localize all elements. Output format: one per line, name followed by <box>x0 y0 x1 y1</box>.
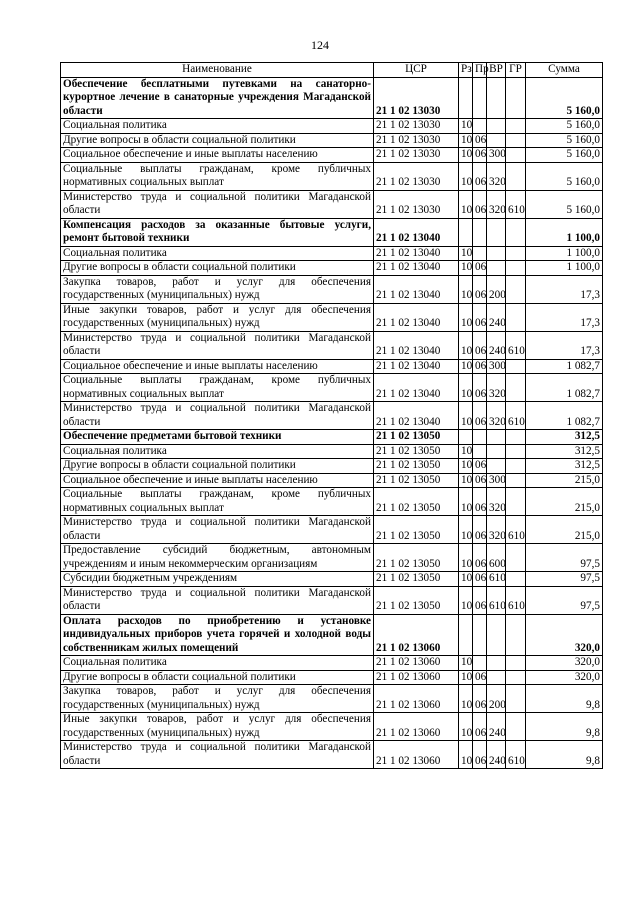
cell-vr <box>487 246 506 261</box>
table-row <box>61 516 603 544</box>
cell-gr <box>506 218 526 246</box>
header-name: Наименование <box>61 63 374 78</box>
header-csr: ЦСР <box>374 63 459 78</box>
cell-gr <box>506 133 526 148</box>
cell-pr: 06 <box>473 374 487 402</box>
cell-name: Министерство труда и социальной политики Магаданской области <box>61 741 374 769</box>
cell-sum: 320,0 <box>526 656 603 671</box>
cell-sum: 97,5 <box>526 572 603 587</box>
cell-vr: 300 <box>487 473 506 488</box>
cell-csr: 21 1 02 13040 <box>374 261 459 276</box>
cell-name: Социальные выплаты гражданам, кроме публичных нормативных социальных выплат <box>61 488 374 516</box>
cell-gr <box>506 459 526 474</box>
cell-rz: 10 <box>459 473 473 488</box>
cell-name: Социальное обеспечение и иные выплаты населению <box>61 148 374 163</box>
cell-name: Компенсация расходов за оказанные бытовые услуги, ремонт бытовой техники <box>61 218 374 246</box>
cell-pr: 06 <box>473 303 487 331</box>
cell-sum: 5 160,0 <box>526 77 603 119</box>
cell-csr: 21 1 02 13040 <box>374 303 459 331</box>
cell-pr: 06 <box>473 275 487 303</box>
cell-sum: 312,5 <box>526 430 603 445</box>
cell-vr <box>487 119 506 134</box>
cell-name: Закупка товаров, работ и услуг для обеспечения государственных (муниципальных) нужд <box>61 685 374 713</box>
cell-vr: 320 <box>487 190 506 218</box>
cell-gr: 610 <box>506 402 526 430</box>
table-row <box>61 275 603 303</box>
cell-sum: 17,3 <box>526 303 603 331</box>
cell-rz: 10 <box>459 162 473 190</box>
header-gr: ГР <box>506 63 526 78</box>
cell-rz: 10 <box>459 190 473 218</box>
cell-csr: 21 1 02 13040 <box>374 359 459 374</box>
cell-csr: 21 1 02 13030 <box>374 162 459 190</box>
cell-sum: 5 160,0 <box>526 162 603 190</box>
cell-vr <box>487 614 506 656</box>
cell-csr: 21 1 02 13040 <box>374 402 459 430</box>
cell-vr: 240 <box>487 713 506 741</box>
cell-sum: 1 100,0 <box>526 246 603 261</box>
cell-name: Иные закупки товаров, работ и услуг для обеспечения государственных (муниципальных) нужд <box>61 303 374 331</box>
cell-csr: 21 1 02 13030 <box>374 148 459 163</box>
cell-gr <box>506 614 526 656</box>
cell-gr: 610 <box>506 331 526 359</box>
cell-rz: 10 <box>459 303 473 331</box>
cell-sum: 320,0 <box>526 670 603 685</box>
cell-sum: 215,0 <box>526 473 603 488</box>
cell-sum: 5 160,0 <box>526 190 603 218</box>
cell-vr <box>487 133 506 148</box>
cell-vr: 600 <box>487 544 506 572</box>
cell-gr <box>506 444 526 459</box>
cell-sum: 215,0 <box>526 516 603 544</box>
cell-pr: 06 <box>473 713 487 741</box>
cell-rz: 10 <box>459 246 473 261</box>
cell-rz: 10 <box>459 741 473 769</box>
cell-sum: 9,8 <box>526 741 603 769</box>
cell-rz: 10 <box>459 670 473 685</box>
page-number: 124 <box>311 38 329 52</box>
cell-name: Иные закупки товаров, работ и услуг для обеспечения государственных (муниципальных) нужд <box>61 713 374 741</box>
cell-gr <box>506 303 526 331</box>
cell-rz: 10 <box>459 119 473 134</box>
cell-vr <box>487 430 506 445</box>
cell-name: Социальное обеспечение и иные выплаты населению <box>61 473 374 488</box>
table-row <box>61 218 603 246</box>
cell-csr: 21 1 02 13040 <box>374 246 459 261</box>
cell-csr: 21 1 02 13050 <box>374 444 459 459</box>
table-row <box>61 444 603 459</box>
cell-vr: 200 <box>487 685 506 713</box>
cell-rz: 10 <box>459 459 473 474</box>
cell-sum: 17,3 <box>526 275 603 303</box>
cell-rz: 10 <box>459 331 473 359</box>
cell-gr <box>506 261 526 276</box>
cell-rz: 10 <box>459 544 473 572</box>
cell-vr: 240 <box>487 741 506 769</box>
cell-name: Предоставление субсидий бюджетным, автономным учреждениям и иным некоммерческим организациям <box>61 544 374 572</box>
cell-csr: 21 1 02 13060 <box>374 614 459 656</box>
cell-pr: 06 <box>473 544 487 572</box>
cell-csr: 21 1 02 13060 <box>374 741 459 769</box>
cell-vr: 320 <box>487 374 506 402</box>
cell-csr: 21 1 02 13050 <box>374 488 459 516</box>
cell-sum: 5 160,0 <box>526 119 603 134</box>
cell-vr <box>487 444 506 459</box>
cell-pr: 06 <box>473 586 487 614</box>
table-row <box>61 586 603 614</box>
cell-csr: 21 1 02 13060 <box>374 685 459 713</box>
cell-csr: 21 1 02 13040 <box>374 374 459 402</box>
cell-vr: 300 <box>487 148 506 163</box>
cell-vr: 300 <box>487 359 506 374</box>
cell-rz: 10 <box>459 374 473 402</box>
cell-rz: 10 <box>459 148 473 163</box>
table-row <box>61 488 603 516</box>
cell-gr <box>506 359 526 374</box>
cell-vr: 240 <box>487 331 506 359</box>
table-body <box>61 77 603 769</box>
cell-rz <box>459 218 473 246</box>
cell-name: Другие вопросы в области социальной политики <box>61 133 374 148</box>
table-row <box>61 713 603 741</box>
cell-pr <box>473 77 487 119</box>
cell-name: Другие вопросы в области социальной политики <box>61 670 374 685</box>
cell-gr <box>506 162 526 190</box>
table-row <box>61 261 603 276</box>
cell-name: Оплата расходов по приобретению и установке индивидуальных приборов учета горячей и холодной воды собственникам жилых помещений <box>61 614 374 656</box>
cell-vr: 610 <box>487 572 506 587</box>
header-vr: ВР <box>487 63 506 78</box>
cell-name: Социальные выплаты гражданам, кроме публичных нормативных социальных выплат <box>61 162 374 190</box>
budget-table <box>60 62 603 769</box>
cell-rz: 10 <box>459 713 473 741</box>
cell-sum: 97,5 <box>526 586 603 614</box>
cell-sum: 1 082,7 <box>526 359 603 374</box>
cell-pr <box>473 614 487 656</box>
cell-gr: 610 <box>506 190 526 218</box>
cell-pr: 06 <box>473 261 487 276</box>
cell-gr <box>506 77 526 119</box>
cell-gr: 610 <box>506 516 526 544</box>
cell-vr <box>487 670 506 685</box>
cell-pr <box>473 444 487 459</box>
cell-sum: 215,0 <box>526 488 603 516</box>
cell-vr <box>487 218 506 246</box>
cell-sum: 9,8 <box>526 685 603 713</box>
cell-rz <box>459 614 473 656</box>
cell-sum: 320,0 <box>526 614 603 656</box>
cell-name: Обеспечение предметами бытовой техники <box>61 430 374 445</box>
cell-csr: 21 1 02 13050 <box>374 544 459 572</box>
cell-pr <box>473 119 487 134</box>
cell-pr: 06 <box>473 685 487 713</box>
cell-sum: 312,5 <box>526 459 603 474</box>
cell-pr: 06 <box>473 190 487 218</box>
cell-rz: 10 <box>459 488 473 516</box>
cell-sum: 312,5 <box>526 444 603 459</box>
table-row <box>61 119 603 134</box>
cell-csr: 21 1 02 13040 <box>374 218 459 246</box>
table-row <box>61 246 603 261</box>
cell-name: Министерство труда и социальной политики Магаданской области <box>61 331 374 359</box>
cell-gr <box>506 246 526 261</box>
cell-csr: 21 1 02 13030 <box>374 77 459 119</box>
cell-pr <box>473 246 487 261</box>
table-row <box>61 77 603 119</box>
cell-name: Министерство труда и социальной политики Магаданской области <box>61 516 374 544</box>
cell-rz: 10 <box>459 402 473 430</box>
cell-csr: 21 1 02 13050 <box>374 516 459 544</box>
cell-pr: 06 <box>473 148 487 163</box>
cell-name: Другие вопросы в области социальной политики <box>61 459 374 474</box>
cell-name: Обеспечение бесплатными путевками на санаторно-курортное лечение в санаторные учреждения Магаданской области <box>61 77 374 119</box>
table-row <box>61 572 603 587</box>
cell-vr: 610 <box>487 586 506 614</box>
cell-sum: 5 160,0 <box>526 148 603 163</box>
cell-gr <box>506 685 526 713</box>
cell-vr <box>487 656 506 671</box>
header-pr: Пр <box>473 63 487 78</box>
cell-gr <box>506 148 526 163</box>
cell-pr: 06 <box>473 162 487 190</box>
cell-vr <box>487 459 506 474</box>
table-row <box>61 459 603 474</box>
table-row <box>61 374 603 402</box>
cell-gr: 610 <box>506 586 526 614</box>
cell-rz: 10 <box>459 133 473 148</box>
cell-sum: 9,8 <box>526 713 603 741</box>
cell-csr: 21 1 02 13030 <box>374 133 459 148</box>
table-row <box>61 402 603 430</box>
cell-rz <box>459 77 473 119</box>
table-row <box>61 544 603 572</box>
table-row <box>61 430 603 445</box>
cell-gr <box>506 119 526 134</box>
cell-pr: 06 <box>473 331 487 359</box>
cell-gr <box>506 473 526 488</box>
table-row <box>61 741 603 769</box>
table-row <box>61 670 603 685</box>
cell-csr: 21 1 02 13050 <box>374 586 459 614</box>
cell-name: Социальная политика <box>61 656 374 671</box>
cell-name: Социальная политика <box>61 246 374 261</box>
cell-csr: 21 1 02 13030 <box>374 119 459 134</box>
cell-sum: 1 100,0 <box>526 261 603 276</box>
cell-name: Закупка товаров, работ и услуг для обеспечения государственных (муниципальных) нужд <box>61 275 374 303</box>
cell-csr: 21 1 02 13050 <box>374 473 459 488</box>
cell-sum: 5 160,0 <box>526 133 603 148</box>
cell-pr: 06 <box>473 516 487 544</box>
cell-gr: 610 <box>506 741 526 769</box>
cell-rz: 10 <box>459 656 473 671</box>
cell-rz: 10 <box>459 261 473 276</box>
cell-name: Министерство труда и социальной политики Магаданской области <box>61 586 374 614</box>
cell-vr <box>487 77 506 119</box>
cell-sum: 1 082,7 <box>526 402 603 430</box>
cell-pr <box>473 430 487 445</box>
cell-pr: 06 <box>473 402 487 430</box>
cell-rz: 10 <box>459 685 473 713</box>
table-row <box>61 614 603 656</box>
cell-csr: 21 1 02 13060 <box>374 656 459 671</box>
table-row <box>61 162 603 190</box>
cell-csr: 21 1 02 13040 <box>374 331 459 359</box>
cell-vr: 240 <box>487 303 506 331</box>
cell-sum: 17,3 <box>526 331 603 359</box>
cell-name: Субсидии бюджетным учреждениям <box>61 572 374 587</box>
cell-name: Социальная политика <box>61 444 374 459</box>
cell-csr: 21 1 02 13030 <box>374 190 459 218</box>
cell-csr: 21 1 02 13050 <box>374 572 459 587</box>
cell-csr: 21 1 02 13060 <box>374 670 459 685</box>
cell-pr: 06 <box>473 459 487 474</box>
cell-pr: 06 <box>473 670 487 685</box>
table-row <box>61 148 603 163</box>
cell-rz: 10 <box>459 586 473 614</box>
cell-name: Министерство труда и социальной политики Магаданской области <box>61 190 374 218</box>
cell-vr: 320 <box>487 516 506 544</box>
cell-gr <box>506 670 526 685</box>
cell-name: Социальная политика <box>61 119 374 134</box>
cell-gr <box>506 275 526 303</box>
cell-gr <box>506 572 526 587</box>
cell-csr: 21 1 02 13050 <box>374 430 459 445</box>
cell-rz: 10 <box>459 359 473 374</box>
cell-gr <box>506 656 526 671</box>
cell-pr: 06 <box>473 133 487 148</box>
cell-rz <box>459 430 473 445</box>
table-row <box>61 133 603 148</box>
cell-vr: 320 <box>487 488 506 516</box>
cell-rz: 10 <box>459 516 473 544</box>
table-row <box>61 331 603 359</box>
cell-pr: 06 <box>473 572 487 587</box>
cell-csr: 21 1 02 13060 <box>374 713 459 741</box>
cell-sum: 1 082,7 <box>526 374 603 402</box>
table-row <box>61 473 603 488</box>
table-row <box>61 656 603 671</box>
cell-pr <box>473 218 487 246</box>
cell-gr <box>506 430 526 445</box>
cell-pr <box>473 656 487 671</box>
cell-gr <box>506 374 526 402</box>
cell-pr: 06 <box>473 488 487 516</box>
cell-vr: 320 <box>487 162 506 190</box>
cell-sum: 1 100,0 <box>526 218 603 246</box>
table-row <box>61 685 603 713</box>
table-header-row <box>61 63 603 78</box>
table-row <box>61 303 603 331</box>
cell-pr: 06 <box>473 741 487 769</box>
cell-rz: 10 <box>459 275 473 303</box>
header-rz: Рз <box>459 63 473 78</box>
cell-gr <box>506 488 526 516</box>
cell-vr: 200 <box>487 275 506 303</box>
table-row <box>61 359 603 374</box>
cell-name: Другие вопросы в области социальной политики <box>61 261 374 276</box>
cell-vr <box>487 261 506 276</box>
table-row <box>61 190 603 218</box>
cell-vr: 320 <box>487 402 506 430</box>
cell-pr: 06 <box>473 359 487 374</box>
cell-gr <box>506 713 526 741</box>
cell-pr: 06 <box>473 473 487 488</box>
cell-name: Министерство труда и социальной политики Магаданской области <box>61 402 374 430</box>
header-sum: Сумма <box>526 63 603 78</box>
cell-gr <box>506 544 526 572</box>
cell-rz: 10 <box>459 444 473 459</box>
cell-csr: 21 1 02 13040 <box>374 275 459 303</box>
cell-name: Социальные выплаты гражданам, кроме публичных нормативных социальных выплат <box>61 374 374 402</box>
cell-name: Социальное обеспечение и иные выплаты населению <box>61 359 374 374</box>
cell-sum: 97,5 <box>526 544 603 572</box>
cell-csr: 21 1 02 13050 <box>374 459 459 474</box>
cell-rz: 10 <box>459 572 473 587</box>
